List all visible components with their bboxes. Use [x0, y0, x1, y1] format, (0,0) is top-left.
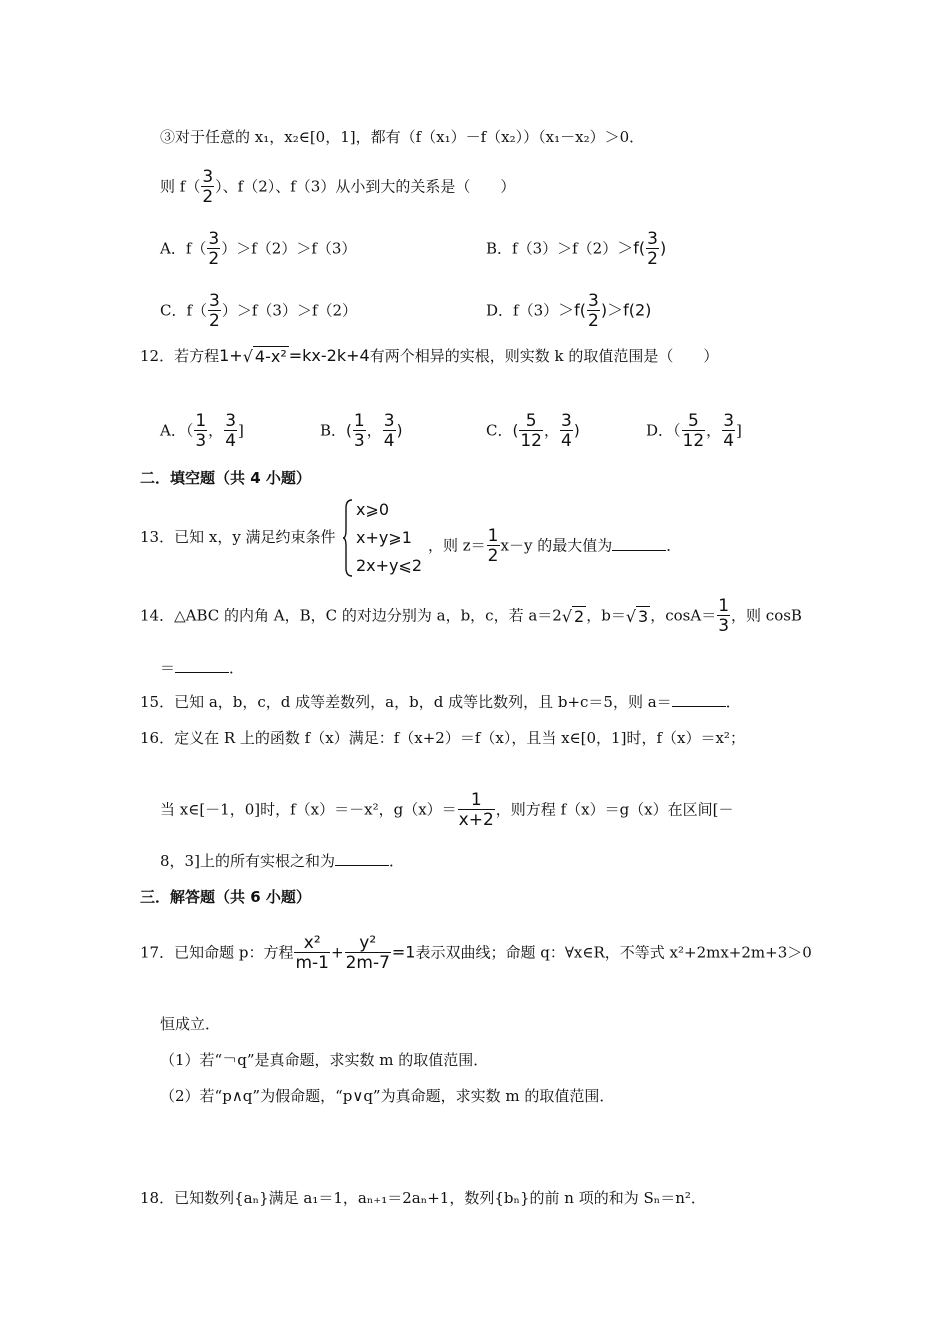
- q12-option-a: A．（ $\frac{1}{3}$ ， $\frac{3}{4}$ ]: [160, 411, 244, 451]
- q17-part-1: （1）若“￢q”是真命题，求实数 m 的取值范围．: [160, 1051, 489, 1069]
- q12-stem: 12．若方程1+√ 4-x² =kx-2k+4有两个相异的实根，则实数 k 的取值范围是（ ）: [140, 346, 719, 366]
- q11-stem: 则 f（ $\frac{3}{2}$ ）、f（2）、f（3）从小到大的关系是（ ）: [160, 167, 516, 207]
- section-solution-heading: 三．解答题（共 6 小题）: [140, 888, 311, 906]
- q11-option-d: D．f（3）＞f( $\frac{3}{2}$ )＞f(2): [486, 291, 652, 331]
- q13-objective: ，则 z＝ $\frac{1}{2}$ x－y 的最大值为 ．: [428, 526, 682, 566]
- q14-answer-line: ＝ ．: [160, 659, 245, 677]
- q12-option-b: B．( $\frac{1}{3}$ ， $\frac{3}{4}$ ): [320, 411, 403, 451]
- q17-stem: 17．已知命题 p：方程 $\frac{\text{x²}}{m-1}$ + $\frac{\text{y²}}{2m-7}$ =1表示双曲线；命题 q：∀x∈R，不等式 x²+2mx+2m+3＞0: [140, 933, 812, 973]
- q15-stem: 15．已知 a，b，c，d 成等差数列，a，b，d 成等比数列，且 b+c＝5，则 a＝ ．: [140, 693, 741, 711]
- q12-equation: 1+√ 4-x² =kx-2k+4: [219, 346, 370, 366]
- answer-blank[interactable]: [672, 692, 726, 707]
- q11-option-c: C．f（ $\frac{3}{2}$ ）＞f（3）＞f（2）: [160, 291, 358, 331]
- q12-option-c: C．( $\frac{5}{12}$ ， $\frac{3}{4}$ ): [486, 411, 580, 451]
- section-fill-in-heading: 二．填空题（共 4 小题）: [140, 469, 311, 487]
- answer-blank[interactable]: [175, 658, 229, 673]
- q11-option-b: B．f（3）＞f（2）＞f( $\frac{3}{2}$ ): [486, 229, 667, 269]
- q16-line-2: 当 x∈[－1，0]时，f（x）＝－x²，g（x）＝ $\frac{1}{x+2}$ ，则方程 f（x）＝g（x）在区间[－: [160, 790, 734, 830]
- q13-lead: 13．已知 x，y 满足约束条件: [140, 528, 336, 546]
- q13-constraint-3: 2x+y⩽2: [356, 556, 423, 575]
- q13-constraint-1: x⩾0: [356, 500, 390, 519]
- q18-stem: 18．已知数列{aₙ}满足 a₁＝1，aₙ₊₁＝2aₙ+1，数列{bₙ}的前 n 项的和为 Sₙ＝n²．: [140, 1189, 706, 1207]
- q17-part-2: （2）若“p∧q”为假命题，“p∨q”为真命题，求实数 m 的取值范围．: [160, 1087, 615, 1105]
- q11-option-a: A．f（ $\frac{3}{2}$ ）＞f（2）＞f（3）: [160, 229, 357, 269]
- q17-line-2: 恒成立．: [160, 1015, 221, 1033]
- q14-stem: 14．△ABC 的内角 A，B，C 的对边分别为 a，b，c，若 a＝2√ 2 ，b＝√ 3 ，cosA＝ $\frac{1}{3}$ ，则 cosB: [140, 596, 802, 636]
- q12-option-d: D．（ $\frac{5}{12}$ ， $\frac{3}{4}$ ]: [646, 411, 742, 451]
- fraction-3-2: $\frac{3}{2}$: [202, 167, 214, 207]
- q16-line-3: 8，3]上的所有实根之和为 ．: [160, 852, 404, 870]
- q11-condition-3: ③对于任意的 x₁，x₂∈[0，1]，都有（f（x₁）－f（x₂））（x₁－x₂）＞0．: [160, 128, 645, 146]
- answer-blank[interactable]: [612, 536, 666, 551]
- q13-constraint-2: x+y⩾1: [356, 528, 412, 547]
- answer-blank[interactable]: [335, 851, 389, 866]
- q13-constraint-brace: [342, 498, 354, 578]
- q16-line-1: 16．定义在 R 上的函数 f（x）满足：f（x+2）＝f（x），且当 x∈[0，1]时，f（x）＝x²；: [140, 729, 745, 747]
